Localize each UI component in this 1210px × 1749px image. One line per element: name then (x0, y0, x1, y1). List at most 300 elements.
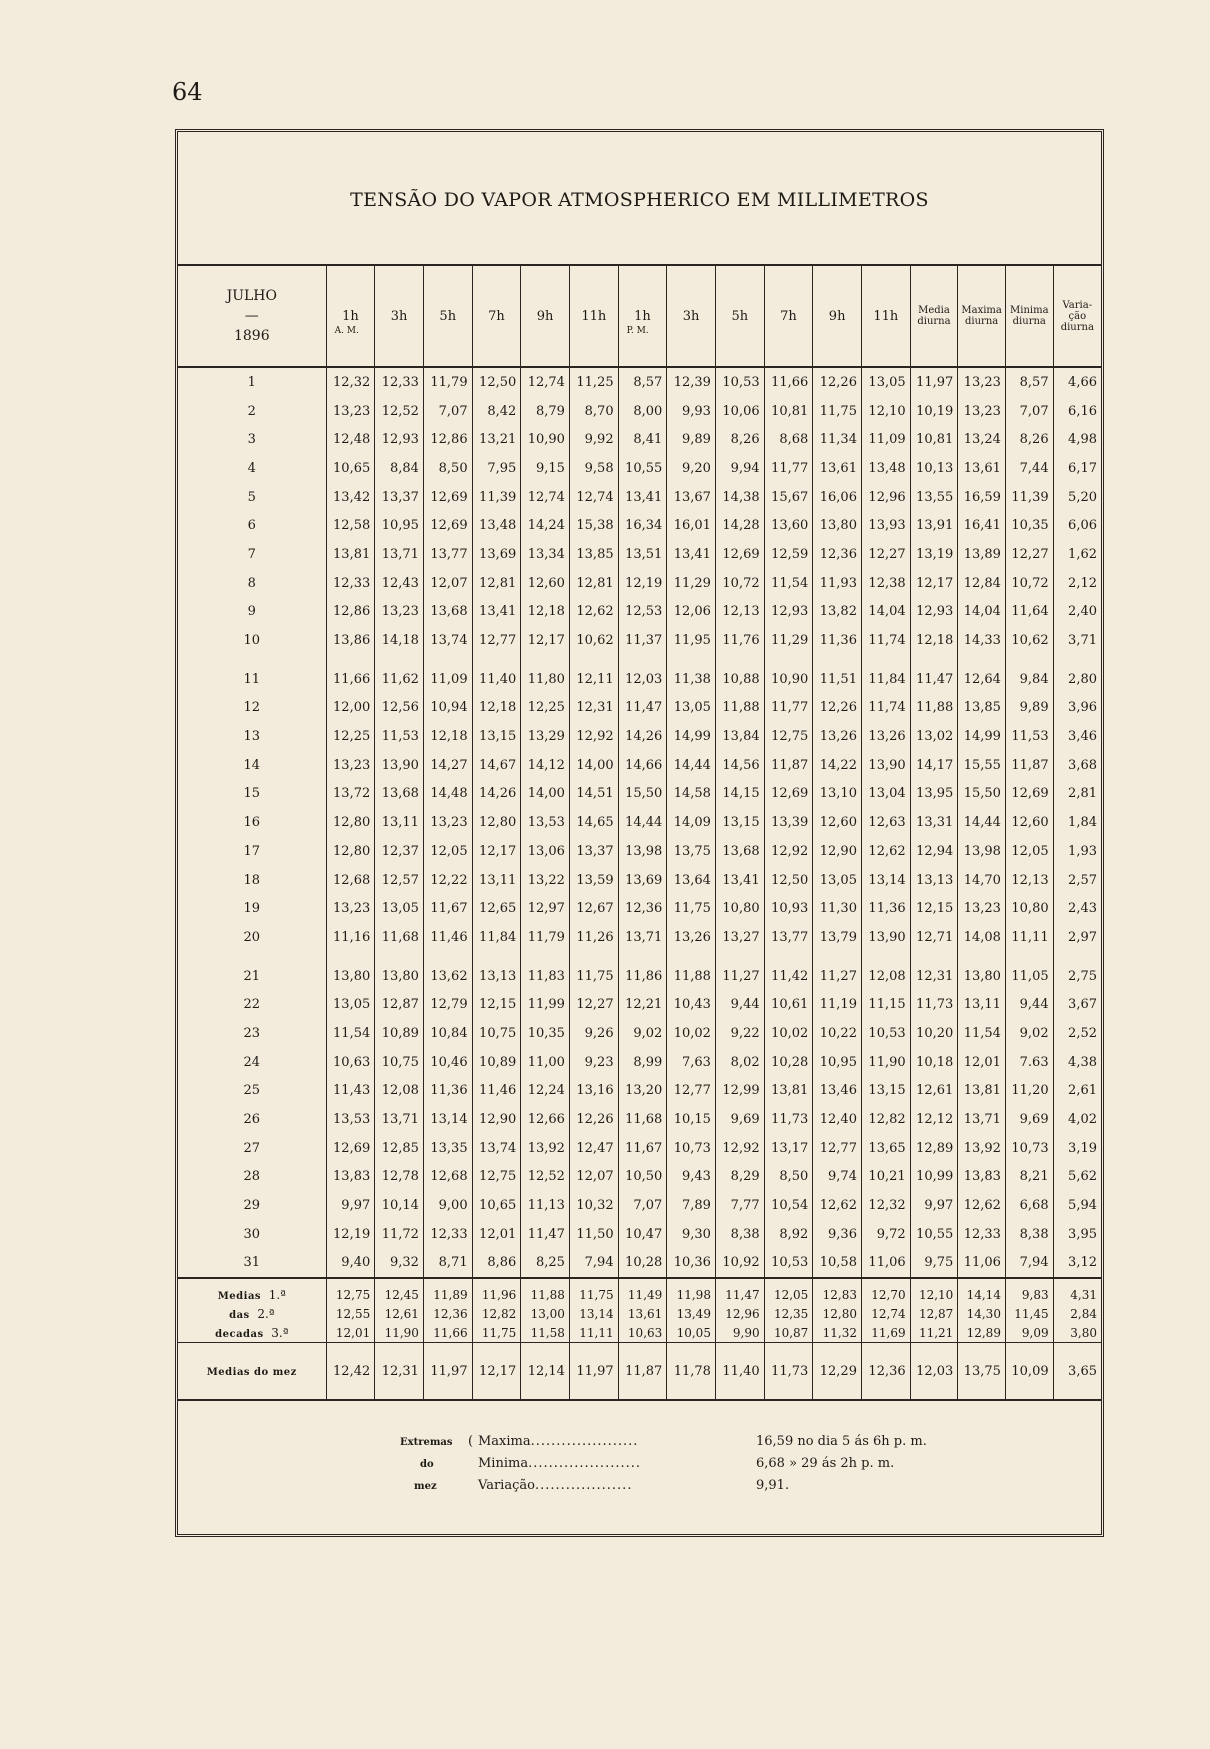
variacao-header: Varia- ção diurna (1053, 265, 1101, 367)
value-cell: 13,65 (861, 1134, 910, 1163)
table-row (178, 952, 1101, 991)
value-cell: 12,01 (472, 1220, 521, 1249)
value-cell: 12,77 (667, 1077, 716, 1106)
day-cell: 17 (243, 843, 261, 859)
value-cell: 13,53 (521, 808, 570, 837)
value-cell: 11,00 (521, 1048, 570, 1077)
value-cell: 5,20 (1053, 483, 1101, 512)
value-cell: 14,17 (910, 751, 958, 780)
value-cell: 13,98 (618, 837, 667, 866)
value-cell: 11,83 (521, 952, 570, 991)
value-cell: 9,15 (521, 454, 570, 483)
value-cell: 11,43 (326, 1077, 375, 1106)
value-cell: 13,24 (958, 425, 1006, 454)
value-cell: 12,92 (569, 722, 618, 751)
value-cell: 16,41 (958, 511, 1006, 540)
value-cell: 2,12 (1053, 569, 1101, 598)
value-cell: 8,41 (618, 425, 667, 454)
value-cell: 12,80 (326, 837, 375, 866)
day-cell: 7 (247, 546, 256, 562)
value-cell: 11,97 (910, 367, 958, 397)
value-cell: 12,75 (472, 1163, 521, 1192)
table-frame (175, 129, 1104, 1537)
value-cell: 12,80 (472, 808, 521, 837)
value-cell: 13,39 (764, 808, 813, 837)
value-cell: 8,71 (423, 1249, 472, 1279)
value-cell: 3,71 (1053, 626, 1101, 655)
value-cell: 11,26 (569, 923, 618, 952)
table-row (178, 1134, 1101, 1163)
value-cell: 10,14 (375, 1191, 424, 1220)
value-cell: 5,94 (1053, 1191, 1101, 1220)
table-row (178, 1077, 1101, 1106)
table-row (178, 990, 1101, 1019)
value-cell: 12,93 (764, 598, 813, 627)
variacao-row: Variação................... (478, 1478, 633, 1493)
value-cell: 15,38 (569, 511, 618, 540)
value-cell: 11,68 (618, 1105, 667, 1134)
value-cell: 13,31 (910, 808, 958, 837)
value-cell: 12,68 (326, 866, 375, 895)
value-cell: 11,05 (1005, 952, 1053, 991)
value-cell: 13,71 (618, 923, 667, 952)
value-cell: 13,21 (472, 425, 521, 454)
table-row (178, 1105, 1101, 1134)
value-cell: 12,58 (326, 511, 375, 540)
value-cell: 11,51 (813, 655, 862, 694)
value-cell: 11,54 (958, 1019, 1006, 1048)
value-cell: 11,79 (423, 367, 472, 397)
value-cell: 12,78 (375, 1163, 424, 1192)
day-cell: 1 (247, 374, 256, 390)
value-cell: 12,77 (472, 626, 521, 655)
value-cell: 7.63 (1005, 1048, 1053, 1077)
value-cell: 13,81 (764, 1077, 813, 1106)
value-cell: 11,87 (1005, 751, 1053, 780)
value-cell: 13,81 (326, 540, 375, 569)
value-cell: 1,62 (1053, 540, 1101, 569)
value-cell: 13,92 (958, 1134, 1006, 1163)
value-cell: 7,95 (472, 454, 521, 483)
value-cell: 13,98 (958, 837, 1006, 866)
value-cell: 11,15 (861, 990, 910, 1019)
value-cell: 13,23 (326, 751, 375, 780)
value-cell: 14,26 (618, 722, 667, 751)
value-cell: 11,40 (472, 655, 521, 694)
value-cell: 12,32 (861, 1191, 910, 1220)
value-cell: 11,76 (715, 626, 764, 655)
value-cell: 12,38 (861, 569, 910, 598)
table-row (178, 894, 1101, 923)
value-cell: 13,83 (326, 1163, 375, 1192)
value-cell: 11,84 (472, 923, 521, 952)
value-cell: 13,05 (667, 694, 716, 723)
value-cell: 9,75 (910, 1249, 958, 1279)
value-cell: 11,66 (326, 655, 375, 694)
value-cell: 13,92 (521, 1134, 570, 1163)
value-cell: 13,80 (813, 511, 862, 540)
value-cell: 13,68 (715, 837, 764, 866)
value-cell: 8,57 (1005, 367, 1053, 397)
value-cell: 11,19 (813, 990, 862, 1019)
value-cell: 12,18 (521, 598, 570, 627)
value-cell: 12,07 (423, 569, 472, 598)
value-cell: 10,21 (861, 1163, 910, 1192)
value-cell: 11,73 (910, 990, 958, 1019)
value-cell: 10,43 (667, 990, 716, 1019)
value-cell: 2,57 (1053, 866, 1101, 895)
value-cell: 12,31 (569, 694, 618, 723)
value-cell: 11,06 (958, 1249, 1006, 1279)
value-cell: 4,38 (1053, 1048, 1101, 1077)
table-row (178, 454, 1101, 483)
value-cell: 13,55 (910, 483, 958, 512)
value-cell: 12,62 (861, 837, 910, 866)
value-cell: 13,34 (521, 540, 570, 569)
value-cell: 6,06 (1053, 511, 1101, 540)
day-cell: 19 (243, 901, 261, 917)
value-cell: 12,67 (569, 894, 618, 923)
value-cell: 12,50 (472, 367, 521, 397)
value-cell: 3,46 (1053, 722, 1101, 751)
value-cell: 12,03 (618, 655, 667, 694)
value-cell: 14,48 (423, 780, 472, 809)
value-cell: 13,22 (521, 866, 570, 895)
value-cell: 14,12 (521, 751, 570, 780)
value-cell: 12,39 (667, 367, 716, 397)
value-cell: 13,90 (861, 751, 910, 780)
value-cell: 10,92 (715, 1249, 764, 1279)
value-cell: 11,95 (667, 626, 716, 655)
value-cell: 11,11 (1005, 923, 1053, 952)
value-cell: 3,96 (1053, 694, 1101, 723)
value-cell: 7,44 (1005, 454, 1053, 483)
value-cell: 12,06 (667, 598, 716, 627)
minima-value: 6,68 » 29 ás 2h p. m. (756, 1456, 895, 1471)
value-cell: 12,17 (521, 626, 570, 655)
value-cell: 11,06 (861, 1249, 910, 1279)
value-cell: 8,84 (375, 454, 424, 483)
value-cell: 9,89 (1005, 694, 1053, 723)
hour-header: 1h P. M. (618, 265, 667, 367)
value-cell: 13,95 (910, 780, 958, 809)
value-cell: 9,69 (715, 1105, 764, 1134)
value-cell: 9,43 (667, 1163, 716, 1192)
day-cell: 5 (247, 489, 256, 505)
value-cell: 13,80 (375, 952, 424, 991)
table-row (178, 1249, 1101, 1279)
value-cell: 13,84 (715, 722, 764, 751)
table-row (178, 569, 1101, 598)
value-cell: 13,02 (910, 722, 958, 751)
value-cell: 11,36 (423, 1077, 472, 1106)
value-cell: 10,28 (764, 1048, 813, 1077)
value-cell: 9,00 (423, 1191, 472, 1220)
value-cell: 12,27 (861, 540, 910, 569)
value-cell: 11,29 (764, 626, 813, 655)
value-cell: 12,08 (375, 1077, 424, 1106)
value-cell: 13,11 (472, 866, 521, 895)
value-cell: 14,26 (472, 780, 521, 809)
variacao-value: 9,91. (756, 1478, 790, 1493)
day-cell: 24 (243, 1054, 261, 1070)
media-header: Media diurna (910, 265, 958, 367)
value-cell: 13,72 (326, 780, 375, 809)
value-cell: 2,52 (1053, 1019, 1101, 1048)
value-cell: 11,74 (861, 694, 910, 723)
value-cell: 13,16 (569, 1077, 618, 1106)
value-cell: 14,24 (521, 511, 570, 540)
value-cell: 12,13 (715, 598, 764, 627)
value-cell: 14,00 (521, 780, 570, 809)
value-cell: 10,89 (472, 1048, 521, 1077)
value-cell: 12,60 (813, 808, 862, 837)
value-cell: 12,25 (326, 722, 375, 751)
value-cell: 12,96 (861, 483, 910, 512)
day-cell: 21 (243, 968, 261, 984)
value-cell: 9,40 (326, 1249, 375, 1279)
value-cell: 13,15 (472, 722, 521, 751)
value-cell: 12,48 (326, 425, 375, 454)
value-cell: 12,92 (764, 837, 813, 866)
value-cell: 12,33 (423, 1220, 472, 1249)
maxima-header: Maxima diurna (958, 265, 1006, 367)
day-cell: 25 (243, 1083, 261, 1099)
value-cell: 14,04 (958, 598, 1006, 627)
value-cell: 14,28 (715, 511, 764, 540)
value-cell: 13,14 (861, 866, 910, 895)
value-cell: 12,01 (958, 1048, 1006, 1077)
hour-header: 3h (375, 265, 424, 367)
value-cell: 10,80 (1005, 894, 1053, 923)
value-cell: 3,19 (1053, 1134, 1101, 1163)
table-row (178, 837, 1101, 866)
value-cell: 10,55 (618, 454, 667, 483)
value-cell: 2,43 (1053, 894, 1101, 923)
value-cell: 11,39 (1005, 483, 1053, 512)
value-cell: 11,30 (813, 894, 862, 923)
value-cell: 12,81 (472, 569, 521, 598)
value-cell: 8,92 (764, 1220, 813, 1249)
value-cell: 10,35 (521, 1019, 570, 1048)
value-cell: 10,93 (764, 894, 813, 923)
value-cell: 11,50 (569, 1220, 618, 1249)
value-cell: 10,75 (472, 1019, 521, 1048)
value-cell: 7,07 (618, 1191, 667, 1220)
value-cell: 11,47 (521, 1220, 570, 1249)
value-cell: 12,77 (813, 1134, 862, 1163)
value-cell: 12,40 (813, 1105, 862, 1134)
table-title: TENSÃO DO VAPOR ATMOSPHERICO EM MILLIMETROS (350, 189, 929, 211)
value-cell: 11,16 (326, 923, 375, 952)
value-cell: 12,26 (569, 1105, 618, 1134)
header-row (178, 265, 1101, 367)
value-cell: 13,83 (958, 1163, 1006, 1192)
value-cell: 13,60 (764, 511, 813, 540)
value-cell: 14,99 (667, 722, 716, 751)
value-cell: 2,80 (1053, 655, 1101, 694)
value-cell: 13,11 (375, 808, 424, 837)
value-cell: 9,20 (667, 454, 716, 483)
extremes-brace: ( (468, 1434, 474, 1449)
value-cell: 14,18 (375, 626, 424, 655)
table-row (178, 626, 1101, 655)
hour-header: 5h (423, 265, 472, 367)
value-cell: 14,44 (618, 808, 667, 837)
value-cell: 12,33 (326, 569, 375, 598)
value-cell: 12,90 (472, 1105, 521, 1134)
value-cell: 10,18 (910, 1048, 958, 1077)
value-cell: 10,75 (375, 1048, 424, 1077)
day-cell: 8 (247, 575, 256, 591)
table-row (178, 808, 1101, 837)
value-cell: 10,54 (764, 1191, 813, 1220)
value-cell: 14,38 (715, 483, 764, 512)
value-cell: 12,32 (326, 367, 375, 397)
value-cell: 10,55 (910, 1220, 958, 1249)
value-cell: 10,84 (423, 1019, 472, 1048)
value-cell: 14,99 (958, 722, 1006, 751)
value-cell: 13,11 (958, 990, 1006, 1019)
value-cell: 8,00 (618, 397, 667, 426)
value-cell: 11,88 (910, 694, 958, 723)
value-cell: 11,36 (813, 626, 862, 655)
value-cell: 11,47 (618, 694, 667, 723)
value-cell: 9,89 (667, 425, 716, 454)
value-cell: 12,69 (764, 780, 813, 809)
month-mean-row: Medias do mez 12,42 12,31 11,97 12,17 12,14 11,97 11,87 11,78 11,40 11,73 12,29 12,36 12,03 13,75 10,09 3,65 (178, 1343, 1101, 1401)
value-cell: 10,22 (813, 1019, 862, 1048)
value-cell: 14,44 (667, 751, 716, 780)
value-cell: 12,15 (910, 894, 958, 923)
minima-row: Minima...................... (478, 1456, 641, 1471)
decade-row: Medias 1.ª 12,75 12,45 11,89 11,96 11,88 11,75 11,49 11,98 11,47 12,05 12,83 12,70 12,10 14,14 9,83 4,31 (178, 1278, 1101, 1304)
day-cell: 4 (247, 460, 256, 476)
value-cell: 12,97 (521, 894, 570, 923)
value-cell: 12,93 (375, 425, 424, 454)
value-cell: 12,69 (1005, 780, 1053, 809)
value-cell: 13,90 (861, 923, 910, 952)
value-cell: 11,77 (764, 454, 813, 483)
value-cell: 2,75 (1053, 952, 1101, 991)
maxima-value: 16,59 no dia 5 ás 6h p. m. (756, 1434, 927, 1449)
value-cell: 11,09 (861, 425, 910, 454)
value-cell: 15,55 (958, 751, 1006, 780)
value-cell: 13,48 (472, 511, 521, 540)
value-cell: 11,67 (618, 1134, 667, 1163)
value-cell: 12,19 (618, 569, 667, 598)
value-cell: 12,21 (618, 990, 667, 1019)
value-cell: 13,15 (861, 1077, 910, 1106)
value-cell: 10,65 (326, 454, 375, 483)
decade-label-cell: Medias 1.ª (178, 1278, 326, 1304)
value-cell: 8,57 (618, 367, 667, 397)
value-cell: 13,68 (423, 598, 472, 627)
value-cell: 12,79 (423, 990, 472, 1019)
value-cell: 9,72 (861, 1220, 910, 1249)
value-cell: 13,05 (326, 990, 375, 1019)
value-cell: 11,73 (764, 1105, 813, 1134)
value-cell: 11,36 (861, 894, 910, 923)
value-cell: 14,09 (667, 808, 716, 837)
value-cell: 13,05 (813, 866, 862, 895)
value-cell: 9,02 (1005, 1019, 1053, 1048)
value-cell: 13,71 (375, 540, 424, 569)
value-cell: 10,72 (1005, 569, 1053, 598)
value-cell: 11,90 (861, 1048, 910, 1077)
value-cell: 13,42 (326, 483, 375, 512)
hour-header: 11h (569, 265, 618, 367)
value-cell: 13,77 (423, 540, 472, 569)
value-cell: 10,53 (861, 1019, 910, 1048)
table-row (178, 483, 1101, 512)
extremes-label-2: do (420, 1459, 434, 1470)
value-cell: 6,16 (1053, 397, 1101, 426)
value-cell: 12,82 (861, 1105, 910, 1134)
value-cell: 9,94 (715, 454, 764, 483)
value-cell: 12,62 (958, 1191, 1006, 1220)
value-cell: 10,20 (910, 1019, 958, 1048)
value-cell: 1,84 (1053, 808, 1101, 837)
value-cell: 10,65 (472, 1191, 521, 1220)
value-cell: 9,97 (326, 1191, 375, 1220)
value-cell: 16,06 (813, 483, 862, 512)
value-cell: 10,73 (667, 1134, 716, 1163)
value-cell: 13,23 (958, 397, 1006, 426)
value-cell: 12,27 (1005, 540, 1053, 569)
value-cell: 11,27 (813, 952, 862, 991)
value-cell: 14,56 (715, 751, 764, 780)
value-cell: 13,23 (375, 598, 424, 627)
value-cell: 5,62 (1053, 1163, 1101, 1192)
value-cell: 12,36 (618, 894, 667, 923)
value-cell: 12,69 (423, 511, 472, 540)
value-cell: 12,89 (910, 1134, 958, 1163)
value-cell: 9,36 (813, 1220, 862, 1249)
value-cell: 12,18 (423, 722, 472, 751)
day-cell: 12 (243, 700, 261, 716)
extremes-label-1: Extremas (400, 1437, 453, 1448)
value-cell: 13,75 (667, 837, 716, 866)
value-cell: 10,62 (569, 626, 618, 655)
value-cell: 12,33 (958, 1220, 1006, 1249)
value-cell: 12,69 (715, 540, 764, 569)
value-cell: 12,65 (472, 894, 521, 923)
am-label: A. M. (334, 326, 359, 336)
extremes-label-3: mez (414, 1481, 437, 1492)
value-cell: 11,77 (764, 694, 813, 723)
value-cell: 10,94 (423, 694, 472, 723)
value-cell: 12,87 (375, 990, 424, 1019)
value-cell: 12,52 (521, 1163, 570, 1192)
value-cell: 12,31 (910, 952, 958, 991)
value-cell: 13,23 (423, 808, 472, 837)
value-cell: 13,74 (423, 626, 472, 655)
value-cell: 12,66 (521, 1105, 570, 1134)
value-cell: 13,51 (618, 540, 667, 569)
value-cell: 8,79 (521, 397, 570, 426)
value-cell: 14,00 (569, 751, 618, 780)
value-cell: 9,74 (813, 1163, 862, 1192)
value-cell: 10,89 (375, 1019, 424, 1048)
value-cell: 13,67 (667, 483, 716, 512)
value-cell: 11,79 (521, 923, 570, 952)
value-cell: 14,44 (958, 808, 1006, 837)
value-cell: 12,43 (375, 569, 424, 598)
value-cell: 12,26 (813, 694, 862, 723)
value-cell: 10,81 (910, 425, 958, 454)
value-cell: 11,66 (764, 367, 813, 397)
